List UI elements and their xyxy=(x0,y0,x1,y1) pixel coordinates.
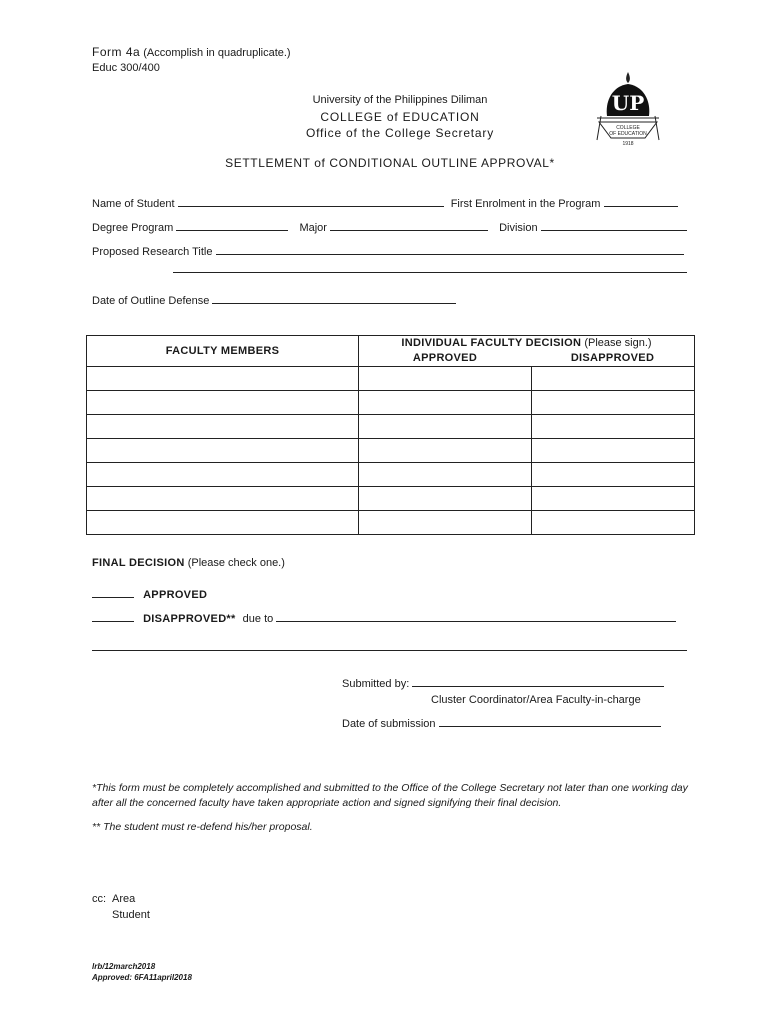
faculty-member-cell[interactable] xyxy=(87,511,359,535)
research-title-row xyxy=(92,246,684,258)
due-to-label: due to xyxy=(242,613,274,625)
submitted-by-field[interactable] xyxy=(412,685,664,687)
final-decision-heading: FINAL DECISION xyxy=(92,557,185,569)
date-of-submission-row xyxy=(342,718,661,730)
cc-label: cc: xyxy=(92,893,107,905)
name-field[interactable] xyxy=(178,205,444,207)
course-code: Educ 300/400 xyxy=(92,62,160,74)
cc-item-student: Student xyxy=(112,909,150,921)
degree-field[interactable] xyxy=(176,229,288,231)
research-label: Proposed Research Title xyxy=(92,246,213,258)
disapproved-header: DISAPPROVED xyxy=(531,350,695,367)
decision-group-title: INDIVIDUAL FACULTY DECISION xyxy=(401,336,582,349)
due-to-field[interactable] xyxy=(276,620,676,622)
form-title: SETTLEMENT of CONDITIONAL OUTLINE APPROVAL* xyxy=(225,156,555,170)
research-field-line-2[interactable] xyxy=(173,272,687,273)
up-college-of-education-seal xyxy=(595,70,661,150)
research-field[interactable] xyxy=(216,253,684,255)
decision-group-note: (Please sign.) xyxy=(584,336,652,349)
faculty-member-cell[interactable] xyxy=(87,487,359,511)
disapproved-signature-cell[interactable] xyxy=(531,511,695,535)
table-row xyxy=(87,487,695,511)
degree-label: Degree Program xyxy=(92,222,174,234)
approved-option-row xyxy=(92,589,207,601)
svg-text:1918: 1918 xyxy=(622,141,634,147)
enrolment-label: First Enrolment in the Program xyxy=(450,198,601,210)
decision-group-header xyxy=(359,336,695,350)
division-label: Division xyxy=(499,222,538,234)
approved-option-label: APPROVED xyxy=(143,589,208,601)
footnote-2: ** The student must re-defend his/her proposal. xyxy=(92,821,313,833)
approved-checkbox[interactable] xyxy=(92,596,134,598)
svg-text:UP: UP xyxy=(611,91,645,115)
due-to-field-line-2[interactable] xyxy=(92,650,687,651)
disapproved-signature-cell[interactable] xyxy=(531,487,695,511)
faculty-decision-table xyxy=(86,335,695,535)
disapproved-option-row xyxy=(92,613,676,625)
final-decision-note: (Please check one.) xyxy=(187,557,285,569)
table-row xyxy=(87,367,695,391)
approved-signature-cell[interactable] xyxy=(359,463,532,487)
form-number: Form 4a xyxy=(92,45,141,59)
svg-text:COLLEGE: COLLEGE xyxy=(616,125,640,131)
date-of-submission-field[interactable] xyxy=(439,725,661,727)
enrolment-field[interactable] xyxy=(604,205,678,207)
faculty-member-cell[interactable] xyxy=(87,391,359,415)
disapproved-option-label: DISAPPROVED** xyxy=(143,613,236,625)
approved-signature-cell[interactable] xyxy=(359,487,532,511)
approved-signature-cell[interactable] xyxy=(359,391,532,415)
approved-signature-cell[interactable] xyxy=(359,511,532,535)
division-field[interactable] xyxy=(541,229,687,231)
form-note: (Accomplish in quadruplicate.) xyxy=(143,47,291,59)
disapproved-checkbox[interactable] xyxy=(92,620,134,622)
approved-signature-cell[interactable] xyxy=(359,415,532,439)
date-of-submission-label: Date of submission xyxy=(342,718,436,730)
college-name: COLLEGE of EDUCATION xyxy=(320,110,480,124)
faculty-member-cell[interactable] xyxy=(87,415,359,439)
approved-signature-cell[interactable] xyxy=(359,439,532,463)
disapproved-signature-cell[interactable] xyxy=(531,463,695,487)
table-row xyxy=(87,391,695,415)
name-of-student-row xyxy=(92,198,678,210)
submitted-by-row xyxy=(342,678,664,690)
faculty-member-cell[interactable] xyxy=(87,463,359,487)
defense-label: Date of Outline Defense xyxy=(92,295,210,307)
degree-row xyxy=(92,222,687,234)
disapproved-signature-cell[interactable] xyxy=(531,391,695,415)
cc-item-area: Area xyxy=(112,893,136,905)
table-row xyxy=(87,511,695,535)
faculty-members-header: FACULTY MEMBERS xyxy=(87,336,359,367)
major-field[interactable] xyxy=(330,229,488,231)
major-label: Major xyxy=(299,222,327,234)
disapproved-signature-cell[interactable] xyxy=(531,439,695,463)
outline-defense-row xyxy=(92,295,456,307)
name-label: Name of Student xyxy=(92,198,175,210)
disapproved-signature-cell[interactable] xyxy=(531,367,695,391)
submitter-role: Cluster Coordinator/Area Faculty-in-charge xyxy=(431,694,641,706)
disapproved-signature-cell[interactable] xyxy=(531,415,695,439)
final-decision-heading-row xyxy=(92,557,285,569)
university-name: University of the Philippines Diliman xyxy=(312,94,488,106)
faculty-member-cell[interactable] xyxy=(87,439,359,463)
defense-field[interactable] xyxy=(212,302,456,304)
faculty-member-cell[interactable] xyxy=(87,367,359,391)
footer-reference: lrb/12march2018 xyxy=(92,962,156,971)
table-row xyxy=(87,463,695,487)
table-row xyxy=(87,415,695,439)
footnote-1-line-1: *This form must be completely accomplished and submitted to the Office of the College Secretary not later than one working day xyxy=(92,782,688,794)
submitted-by-label: Submitted by: xyxy=(342,678,410,690)
office-name: Office of the College Secretary xyxy=(306,126,494,140)
table-row xyxy=(87,439,695,463)
approved-header: APPROVED xyxy=(359,350,532,367)
form-header xyxy=(92,45,291,59)
svg-text:OF EDUCATION: OF EDUCATION xyxy=(609,131,647,137)
footer-approval: Approved: 6FA11april2018 xyxy=(92,973,192,982)
footnote-1-line-2: after all the concerned faculty have taken appropriate action and signed signifying their final decision. xyxy=(92,797,562,809)
approved-signature-cell[interactable] xyxy=(359,367,532,391)
table-header-row xyxy=(87,336,695,350)
